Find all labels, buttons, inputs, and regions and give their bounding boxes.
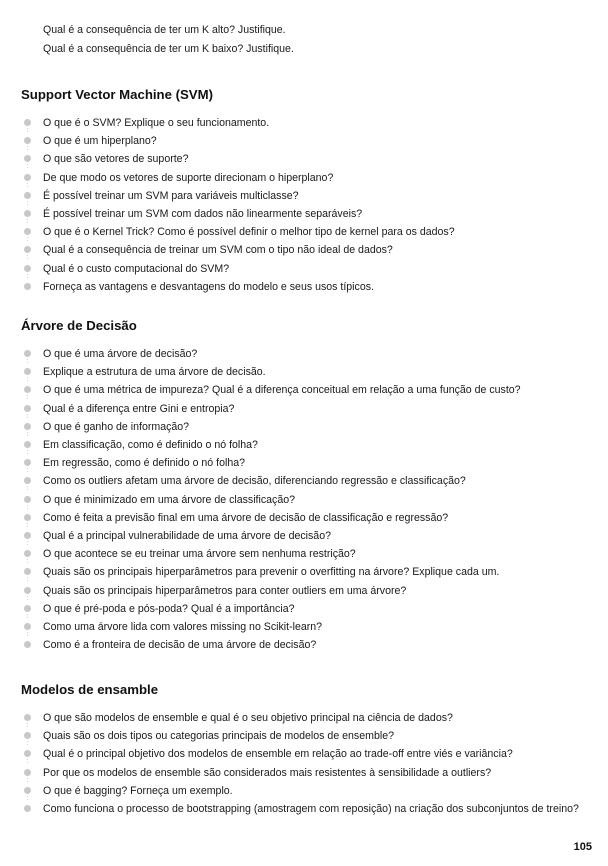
bullet-icon	[24, 459, 31, 466]
bullet-icon	[24, 174, 31, 181]
bullet-icon	[24, 350, 31, 357]
bullet-icon	[24, 386, 31, 393]
page-number: 105	[573, 841, 592, 853]
question-list-arvore	[0, 345, 608, 654]
list-item: O que é bagging? Forneça um exemplo.	[0, 782, 608, 800]
list-item: Como é feita a previsão final em uma árvore de decisão de classificação e regressão?	[0, 509, 608, 527]
list-item: Explique a estrutura de uma árvore de decisão.	[0, 363, 608, 381]
bullet-icon	[24, 496, 31, 503]
list-item: Qual é a diferença entre Gini e entropia?	[0, 400, 608, 418]
intro-line: Qual é a consequência de ter um K alto? Justifique.	[43, 24, 286, 36]
list-item: Forneça as vantagens e desvantagens do modelo e seus usos típicos.	[0, 278, 608, 296]
list-item: O que são vetores de suporte?	[0, 150, 608, 168]
bullet-icon	[24, 210, 31, 217]
list-item: O que é o SVM? Explique o seu funcionamento.	[0, 114, 608, 132]
bullet-icon	[24, 787, 31, 794]
list-item: Em classificação, como é definido o nó folha?	[0, 436, 608, 454]
bullet-icon	[24, 477, 31, 484]
list-item: O que é pré-poda e pós-poda? Qual é a importância?	[0, 600, 608, 618]
list-item: Como uma árvore lida com valores missing no Scikit-learn?	[0, 618, 608, 636]
list-item: Quais são os dois tipos ou categorias principais de modelos de ensemble?	[0, 727, 608, 745]
list-item: Qual é o custo computacional do SVM?	[0, 260, 608, 278]
list-item: É possível treinar um SVM para variáveis multiclasse?	[0, 187, 608, 205]
list-item: O que acontece se eu treinar uma árvore sem nenhuma restrição?	[0, 545, 608, 563]
bullet-icon	[24, 769, 31, 776]
bullet-icon	[24, 532, 31, 539]
list-item: O que são modelos de ensemble e qual é o seu objetivo principal na ciência de dados?	[0, 709, 608, 727]
list-item: Por que os modelos de ensemble são considerados mais resistentes à sensibilidade a outliers?	[0, 764, 608, 782]
bullet-icon	[24, 623, 31, 630]
bullet-icon	[24, 568, 31, 575]
bullet-icon	[24, 514, 31, 521]
bullet-icon	[24, 732, 31, 739]
list-item: O que é ganho de informação?	[0, 418, 608, 436]
list-item: Como funciona o processo de bootstrapping (amostragem com reposição) na criação dos subconjuntos de treino?	[0, 800, 593, 818]
bullet-icon	[24, 605, 31, 612]
bullet-icon	[24, 441, 31, 448]
bullet-icon	[24, 192, 31, 199]
list-item: Qual é o principal objetivo dos modelos de ensemble em relação ao trade-off entre viés e variância?	[0, 745, 608, 763]
section-title-svm: Support Vector Machine (SVM)	[21, 87, 213, 102]
list-item: Qual é a principal vulnerabilidade de uma árvore de decisão?	[0, 527, 608, 545]
list-item: Qual é a consequência de treinar um SVM com o tipo não ideal de dados?	[0, 241, 608, 259]
question-list-ensemble	[0, 709, 608, 818]
bullet-icon	[24, 265, 31, 272]
bullet-icon	[24, 423, 31, 430]
bullet-icon	[24, 119, 31, 126]
list-item: O que é uma métrica de impureza? Qual é a diferença conceitual em relação a uma função de custo?	[0, 381, 608, 399]
bullet-icon	[24, 641, 31, 648]
bullet-icon	[24, 805, 31, 812]
list-item: Quais são os principais hiperparâmetros para prevenir o overfitting na árvore? Explique cada um.	[0, 563, 608, 581]
bullet-icon	[24, 368, 31, 375]
bullet-icon	[24, 228, 31, 235]
list-item: O que é um hiperplano?	[0, 132, 608, 150]
bullet-icon	[24, 246, 31, 253]
bullet-icon	[24, 137, 31, 144]
bullet-icon	[24, 714, 31, 721]
intro-lines	[43, 21, 294, 58]
section-title-arvore: Árvore de Decisão	[21, 318, 137, 333]
list-item: De que modo os vetores de suporte direcionam o hiperplano?	[0, 169, 608, 187]
bullet-icon	[24, 750, 31, 757]
list-item: Como é a fronteira de decisão de uma árvore de decisão?	[0, 636, 608, 654]
section-title-ensemble: Modelos de ensamble	[21, 682, 159, 697]
question-list-svm	[0, 114, 608, 296]
list-item: Em regressão, como é definido o nó folha?	[0, 454, 608, 472]
list-item: É possível treinar um SVM com dados não linearmente separáveis?	[0, 205, 608, 223]
bullet-icon	[24, 587, 31, 594]
list-item: Como os outliers afetam uma árvore de decisão, diferenciando regressão e classificação?	[0, 472, 608, 490]
list-item: O que é minimizado em uma árvore de classificação?	[0, 491, 608, 509]
bullet-icon	[24, 550, 31, 557]
list-item: Quais são os principais hiperparâmetros para conter outliers em uma árvore?	[0, 582, 608, 600]
bullet-icon	[24, 405, 31, 412]
bullet-icon	[24, 155, 31, 162]
bullet-icon	[24, 283, 31, 290]
intro-line: Qual é a consequência de ter um K baixo? Justifique.	[43, 42, 294, 55]
list-item: O que é o Kernel Trick? Como é possível definir o melhor tipo de kernel para os dados?	[0, 223, 608, 241]
list-item: O que é uma árvore de decisão?	[0, 345, 608, 363]
